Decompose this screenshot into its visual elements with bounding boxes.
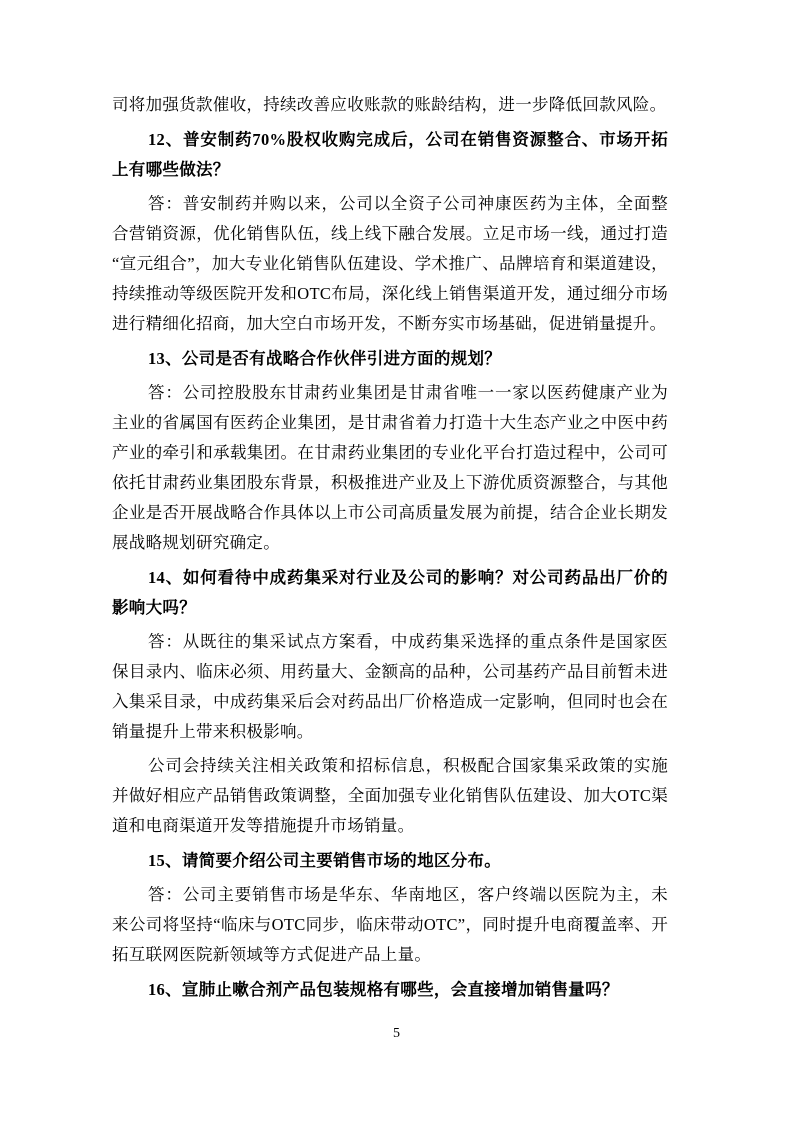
- answer-14-part-2: 公司会持续关注相关政策和招标信息，积极配合国家集采政策的实施并做好相应产品销售政策调整，全面加强专业化销售队伍建设、加大OTC渠道和电商渠道开发等措施提升市场销量。: [112, 756, 668, 835]
- question-12: 12、普安制药70%股权收购完成后，公司在销售资源整合、市场开拓上有哪些做法？: [112, 130, 668, 179]
- question-15: 15、请简要介绍公司主要销售市场的地区分布。: [148, 851, 502, 870]
- page-number: 5: [393, 1026, 400, 1041]
- document-content: [112, 90, 668, 1005]
- question-14: 14、如何看待中成药集采对行业及公司的影响？对公司药品出厂价的影响大吗？: [112, 568, 668, 617]
- answer-15: 答：公司主要销售市场是华东、华南地区，客户终端以医院为主，未来公司将坚持“临床与OTC同步，临床带动OTC”，同时提升电商覆盖率、开拓互联网医院新领域等方式促进产品上量。: [112, 885, 668, 964]
- answer-14-part-1: 答：从既往的集采试点方案看，中成药集采选择的重点条件是国家医保目录内、临床必须、用药量大、金额高的品种，公司基药产品目前暂未进入集采目录，中成药集采后会对药品出厂价格造成一定影响，但同时也会在销量提升上带来积极影响。: [112, 632, 668, 741]
- question-13: 13、公司是否有战略合作伙伴引进方面的规划？: [148, 349, 502, 368]
- paragraph-continuation: 司将加强货款催收，持续改善应收账款的账龄结构，进一步降低回款风险。: [112, 95, 667, 114]
- question-16: 16、宣肺止嗽合剂产品包装规格有哪些，会直接增加销售量吗？: [148, 980, 619, 999]
- answer-12: 答：普安制药并购以来，公司以全资子公司神康医药为主体，全面整合营销资源，优化销售队伍，线上线下融合发展。立足市场一线，通过打造“宣元组合”，加大专业化销售队伍建设、学术推广、品牌培育和渠道建设，持续推动等级医院开发和OTC布局，深化线上销售渠道开发，通过细分市场进行精细化招商，加大空白市场开发，不断夯实市场基础，促进销量提升。: [112, 194, 668, 333]
- answer-13: 答：公司控股股东甘肃药业集团是甘肃省唯一一家以医药健康产业为主业的省属国有医药企业集团，是甘肃省着力打造十大生态产业之中医中药产业的牵引和承载集团。在甘肃药业集团的专业化平台打造过程中，公司可依托甘肃药业集团股东背景，积极推进产业及上下游优质资源整合，与其他企业是否开展战略合作具体以上市公司高质量发展为前提，结合企业长期发展战略规划研究确定。: [112, 383, 668, 552]
